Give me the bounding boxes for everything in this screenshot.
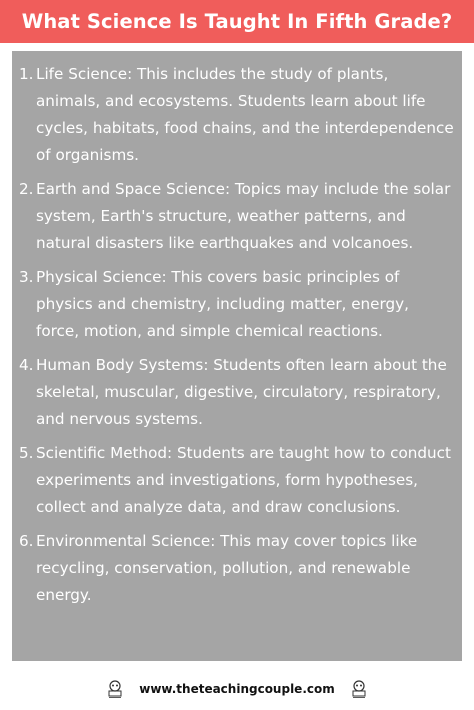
list-item-text: Human Body Systems: Students often learn about the skeletal, muscular, digestive, circulatory, respiratory, and nervous systems.: [36, 356, 447, 428]
list-item-number: 2.: [19, 180, 34, 198]
list-item-number: 5.: [19, 444, 34, 462]
list-item-text: Life Science: This includes the study of plants, animals, and ecosystems. Students learn about life cycles, habitats, food chains, and the interdependence of organisms.: [36, 65, 454, 164]
page-title: What Science Is Taught In Fifth Grade?: [21, 10, 453, 33]
list-item-number: 4.: [19, 356, 34, 374]
list-item-text: Earth and Space Science: Topics may include the solar system, Earth's structure, weather patterns, and natural disasters like earthquakes and volcanoes.: [36, 180, 451, 252]
list-item: [12, 176, 462, 257]
teaching-couple-logo-icon: [105, 679, 125, 699]
list-item-number: 1.: [19, 65, 34, 83]
teaching-couple-logo-icon: [349, 679, 369, 699]
footer: [0, 675, 474, 703]
list-item: [12, 440, 462, 521]
list-item: [12, 61, 462, 169]
list-item-number: 6.: [19, 532, 34, 550]
list-item-number: 3.: [19, 268, 34, 286]
content-panel: [12, 51, 462, 661]
topic-list: [12, 61, 462, 616]
list-item: [12, 264, 462, 345]
list-item: [12, 528, 462, 609]
list-item-text: Environmental Science: This may cover topics like recycling, conservation, pollution, and renewable energy.: [36, 532, 418, 604]
list-item-text: Scientific Method: Students are taught how to conduct experiments and investigations, form hypotheses, collect and analyze data, and draw conclusions.: [36, 444, 451, 516]
header-banner: [0, 0, 474, 43]
list-item-text: Physical Science: This covers basic principles of physics and chemistry, including matter, energy, force, motion, and simple chemical reactions.: [36, 268, 409, 340]
list-item: [12, 352, 462, 433]
website-link[interactable]: www.theteachingcouple.com: [139, 682, 335, 696]
